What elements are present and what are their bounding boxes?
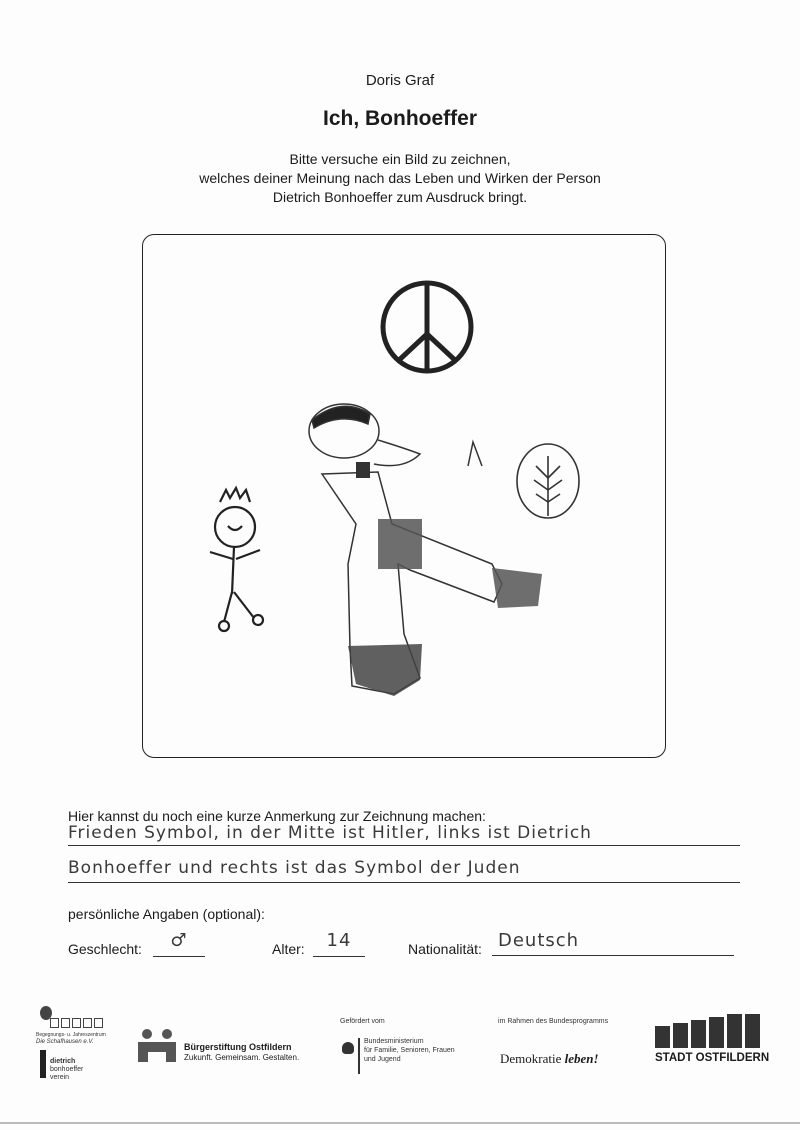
flag-bar-icon (358, 1038, 360, 1074)
nationality-label: Nationalität: (408, 941, 482, 957)
author-name: Doris Graf (365, 72, 435, 89)
bmfsfj-logo (340, 1018, 490, 1078)
center-figure-drawing (309, 404, 542, 696)
scan-edge-divider (0, 1122, 800, 1124)
tree-symbol-icon (517, 444, 579, 518)
stadt-ostfildern-logo (655, 1014, 775, 1070)
verein-line-1: Begegnungs- u. Jahreszentrum (36, 1032, 106, 1038)
bmfsfj-line-1: Bundesministerium (364, 1038, 424, 1045)
bars-icon (50, 1018, 103, 1028)
programm-label: im Rahmen des Bundesprogramms (498, 1018, 609, 1025)
verein-logo (36, 1006, 116, 1086)
instruction-line: welches deiner Meinung nach das Leben und Wirken der Person (199, 170, 601, 186)
bonhoeffer-line-1: dietrich (50, 1058, 76, 1065)
comment-line-2[interactable]: Bonhoeffer und rechts ist das Symbol der Juden (68, 858, 740, 883)
caret-mark-drawing (468, 442, 482, 466)
personal-info-label: persönliche Angaben (optional): (68, 906, 265, 922)
comment-label: Hier kannst du noch eine kurze Anmerkung zur Zeichnung machen: (68, 808, 486, 824)
left-figure-drawing (210, 488, 263, 631)
age-field[interactable]: 14 (313, 930, 365, 957)
leben-word: leben! (564, 1051, 599, 1066)
gender-label: Geschlecht: (68, 941, 142, 957)
bmfsfj-line-3: und Jugend (364, 1056, 401, 1063)
bonhoeffer-line-3: verein (50, 1074, 70, 1081)
demokratie-wordmark (500, 1051, 599, 1067)
page-title: Ich, Bonhoeffer (322, 107, 477, 130)
buergerstiftung-icon (138, 1028, 176, 1062)
demokratie-word: Demokratie (500, 1051, 562, 1066)
eagle-icon (342, 1042, 354, 1054)
peace-symbol-icon (383, 283, 471, 371)
nationality-field[interactable]: Deutsch (492, 930, 734, 956)
comment-line-1[interactable]: Frieden Symbol, in der Mitte ist Hitler, links ist Dietrich (68, 823, 740, 846)
gefoerdert-label: Gefördert vom (340, 1018, 385, 1025)
bmfsfj-line-2: für Familie, Senioren, Frauen (364, 1047, 455, 1054)
buergerstiftung-logo (138, 1028, 318, 1068)
instruction-line: Dietrich Bonhoeffer zum Ausdruck bringt. (272, 189, 528, 205)
instructions (0, 150, 800, 207)
gender-field[interactable]: ♂ (153, 930, 205, 957)
bonhoeffer-bar-icon (40, 1050, 46, 1078)
bonhoeffer-line-2: bonhoeffer (50, 1066, 84, 1073)
instruction-line: Bitte versuche ein Bild zu zeichnen, (289, 151, 511, 167)
buergerstiftung-name: Bürgerstiftung Ostfildern (184, 1042, 292, 1052)
demokratie-leben-logo (498, 1018, 638, 1078)
buergerstiftung-slogan: Zukunft. Gemeinsam. Gestalten. (184, 1053, 300, 1062)
stadt-bars-icon (655, 1014, 760, 1048)
age-label: Alter: (272, 941, 305, 957)
verein-line-2: Die Schafhausen e.V. (36, 1039, 94, 1045)
stadt-name: STADT OSTFILDERN (655, 1052, 770, 1064)
child-drawing (142, 234, 666, 758)
